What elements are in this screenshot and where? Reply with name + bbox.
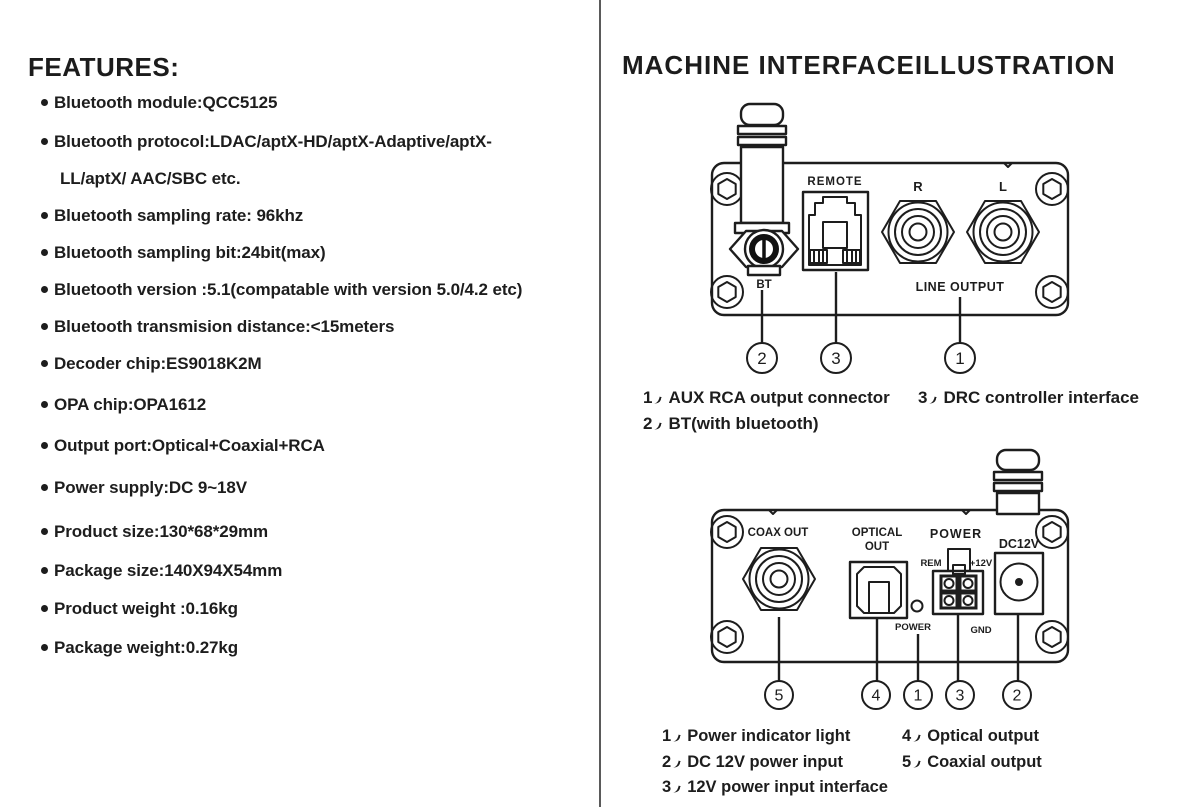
corner-screw-icon bbox=[1036, 516, 1068, 548]
legend-num: 1 bbox=[643, 388, 653, 407]
line-output-label: LINE OUTPUT bbox=[915, 280, 1005, 294]
enum-comma-icon bbox=[672, 733, 681, 743]
bullet-icon bbox=[41, 567, 48, 574]
bullet-icon bbox=[41, 323, 48, 330]
remote-port bbox=[803, 176, 868, 270]
legend-item bbox=[918, 387, 1139, 409]
left-channel-label: L bbox=[999, 179, 1007, 194]
corner-screw-icon bbox=[1036, 173, 1068, 205]
feature-text: Bluetooth sampling bit:24bit(max) bbox=[54, 243, 326, 262]
feature-item bbox=[41, 280, 522, 300]
bullet-icon bbox=[41, 212, 48, 219]
legend-num: 2 bbox=[643, 414, 653, 433]
legend-num: 2 bbox=[662, 753, 672, 771]
legend-num: 5 bbox=[902, 753, 912, 771]
feature-item bbox=[41, 561, 282, 581]
dc12v-label: DC12V bbox=[998, 537, 1040, 551]
legend-text: BT(with bluetooth) bbox=[668, 414, 819, 433]
bt-label: BT bbox=[756, 279, 772, 291]
feature-item bbox=[41, 395, 206, 415]
legend-text: 12V power input interface bbox=[687, 778, 888, 796]
svg-text:5: 5 bbox=[774, 687, 784, 705]
enum-comma-icon bbox=[653, 421, 662, 431]
enum-comma-icon bbox=[672, 784, 681, 794]
legend-item bbox=[662, 776, 888, 798]
callout-2 bbox=[747, 343, 777, 373]
callout-5 bbox=[765, 681, 793, 709]
feature-text: Bluetooth transmision distance:<15meters bbox=[54, 317, 395, 336]
corner-screw-icon bbox=[711, 516, 743, 548]
toslink-port bbox=[850, 562, 907, 618]
bullet-icon bbox=[41, 484, 48, 491]
features-heading: FEATURES: bbox=[28, 52, 180, 82]
rca-connector-right bbox=[882, 201, 954, 263]
right-channel-label: R bbox=[913, 179, 923, 194]
feature-text: Bluetooth version :5.1(compatable with version 5.0/4.2 etc) bbox=[54, 280, 523, 299]
remote-label: REMOTE bbox=[807, 176, 863, 188]
corner-screw-icon bbox=[1036, 621, 1068, 653]
svg-text:4: 4 bbox=[871, 687, 881, 705]
bullet-icon bbox=[41, 360, 48, 367]
feature-item-continuation bbox=[60, 169, 241, 189]
legend-text: DC 12V power input bbox=[687, 753, 844, 771]
enum-comma-icon bbox=[672, 759, 681, 769]
bullet-icon bbox=[41, 528, 48, 535]
power-label: POWER bbox=[929, 527, 983, 541]
bt-antenna bbox=[730, 104, 798, 291]
feature-item bbox=[41, 478, 247, 498]
legend-num: 4 bbox=[902, 727, 912, 745]
feature-text: Bluetooth sampling rate: 96khz bbox=[54, 206, 304, 225]
coax-out-label: COAX OUT bbox=[747, 527, 809, 539]
coax-connector bbox=[743, 548, 815, 610]
corner-screw-icon bbox=[711, 276, 743, 308]
svg-text:1: 1 bbox=[913, 687, 923, 705]
feature-item bbox=[41, 317, 394, 337]
feature-text: Bluetooth protocol:LDAC/aptX-HD/aptX-Adaptive/aptX- bbox=[54, 132, 492, 151]
feature-text: Bluetooth module:QCC5125 bbox=[54, 93, 278, 112]
enum-comma-icon bbox=[912, 759, 921, 769]
feature-item bbox=[41, 243, 326, 263]
rj-jack-outline bbox=[809, 197, 861, 265]
legend-text: AUX RCA output connector bbox=[668, 388, 890, 407]
corner-screw-icon bbox=[1036, 276, 1068, 308]
optical-out-label2: OUT bbox=[864, 541, 890, 553]
power-led bbox=[912, 601, 923, 612]
legend-text: Power indicator light bbox=[687, 727, 851, 745]
bullet-icon bbox=[41, 286, 48, 293]
svg-text:1: 1 bbox=[955, 349, 965, 368]
legend-num: 1 bbox=[662, 727, 672, 745]
callout-3 bbox=[821, 343, 851, 373]
legend-item bbox=[643, 413, 819, 435]
enum-comma-icon bbox=[912, 733, 921, 743]
svg-text:3: 3 bbox=[955, 687, 965, 705]
legend-item bbox=[643, 387, 890, 409]
legend-text: Optical output bbox=[927, 727, 1040, 745]
bullet-icon bbox=[41, 644, 48, 651]
feature-item bbox=[41, 599, 238, 619]
callout-4 bbox=[862, 681, 890, 709]
feature-item bbox=[41, 354, 262, 374]
bullet-icon bbox=[41, 138, 48, 145]
svg-text:2: 2 bbox=[757, 349, 767, 368]
feature-text: Output port:Optical+Coaxial+RCA bbox=[54, 436, 325, 455]
legend-num: 3 bbox=[918, 388, 928, 407]
gnd-label: GND bbox=[970, 625, 992, 636]
feature-item bbox=[41, 436, 325, 456]
callout-1 bbox=[945, 343, 975, 373]
feature-text: Decoder chip:ES9018K2M bbox=[54, 354, 262, 373]
dc-barrel-jack bbox=[995, 553, 1043, 614]
feature-item bbox=[41, 522, 268, 542]
power-led-label: POWER bbox=[895, 622, 931, 633]
feature-text: LL/aptX/ AAC/SBC etc. bbox=[60, 169, 241, 188]
bullet-icon bbox=[41, 99, 48, 106]
illustration-heading: MACHINE INTERFACEILLUSTRATION bbox=[622, 50, 1116, 80]
feature-text: Product weight :0.16kg bbox=[54, 599, 238, 618]
front-panel-diagram bbox=[690, 440, 1130, 715]
rem-label: REM bbox=[920, 558, 942, 569]
legend-text: Coaxial output bbox=[927, 753, 1042, 771]
bt-antenna bbox=[994, 450, 1042, 514]
callout-2 bbox=[1003, 681, 1031, 709]
svg-text:2: 2 bbox=[1012, 687, 1022, 705]
enum-comma-icon bbox=[928, 395, 937, 405]
legend-text: DRC controller interface bbox=[943, 388, 1140, 407]
legend-item bbox=[662, 751, 843, 773]
feature-text: Package size:140X94X54mm bbox=[54, 561, 283, 580]
feature-text: Product size:130*68*29mm bbox=[54, 522, 268, 541]
feature-text: Package weight:0.27kg bbox=[54, 638, 239, 657]
bullet-icon bbox=[41, 249, 48, 256]
corner-screw-icon bbox=[711, 173, 743, 205]
legend-item bbox=[902, 725, 1039, 747]
callout-1 bbox=[904, 681, 932, 709]
rca-connector-left bbox=[967, 201, 1039, 263]
legend-num: 3 bbox=[662, 778, 672, 796]
feature-text: OPA chip:OPA1612 bbox=[54, 395, 207, 414]
rear-panel-diagram bbox=[690, 95, 1130, 385]
feature-item bbox=[41, 93, 277, 113]
feature-item bbox=[41, 638, 238, 658]
section-divider bbox=[599, 0, 601, 807]
legend-item bbox=[902, 751, 1042, 773]
bullet-icon bbox=[41, 401, 48, 408]
optical-out-label: OPTICAL bbox=[851, 527, 903, 539]
callout-3 bbox=[946, 681, 974, 709]
legend-item bbox=[662, 725, 850, 747]
feature-item bbox=[41, 206, 303, 226]
plus12v-label: +12V bbox=[969, 558, 993, 569]
feature-item bbox=[41, 132, 492, 152]
corner-screw-icon bbox=[711, 621, 743, 653]
svg-text:3: 3 bbox=[831, 349, 841, 368]
enum-comma-icon bbox=[653, 395, 662, 405]
bullet-icon bbox=[41, 605, 48, 612]
bullet-icon bbox=[41, 442, 48, 449]
feature-text: Power supply:DC 9~18V bbox=[54, 478, 247, 497]
